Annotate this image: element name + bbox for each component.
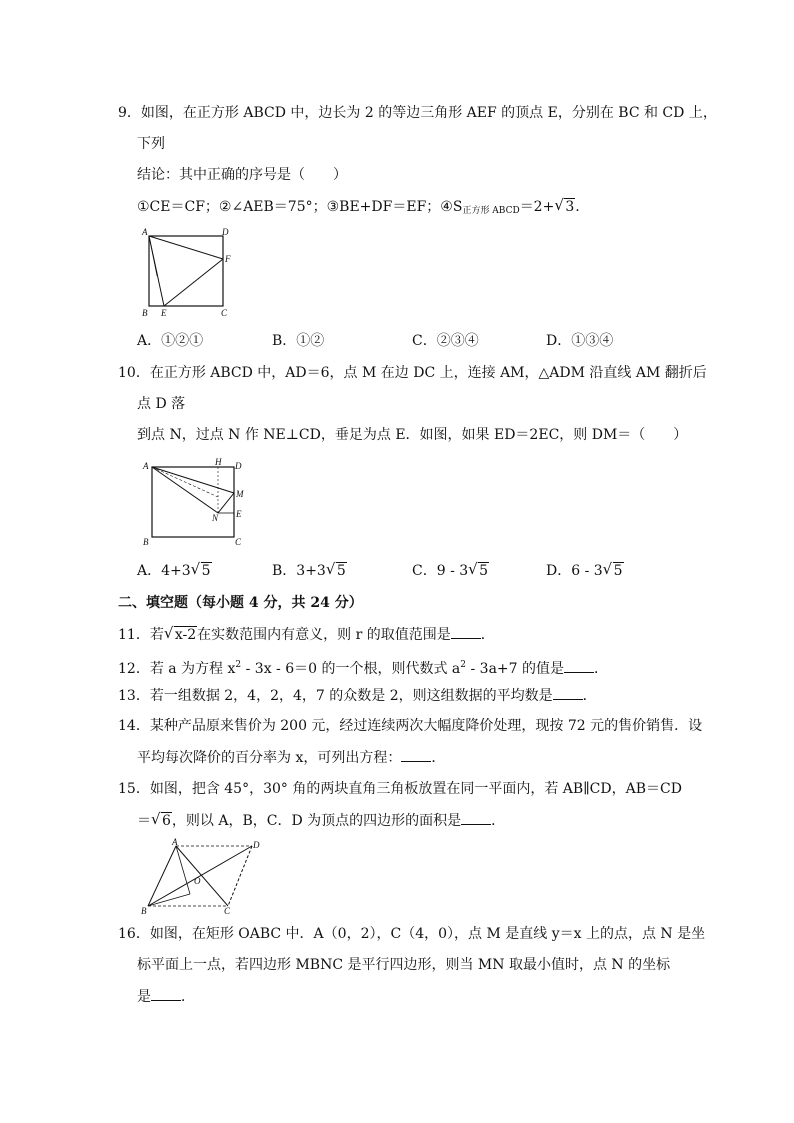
q10-option-b-sqrt: √ 5 [325, 560, 346, 579]
q9-conclusion-eq: ＝2+ [519, 199, 555, 215]
q9-option-a[interactable]: A．①②① [137, 333, 204, 349]
q9-option-b[interactable]: B．①② [272, 333, 325, 349]
q10-label-M: M [236, 489, 244, 499]
q16-line1: 16．如图，在矩形 OABC 中．A（0，2），C（4，0），点 M 是直线 y＝x 上的点，点 N 是坐 [118, 926, 706, 942]
q15-figure [138, 838, 268, 916]
q12-mid: - 3x - 6＝0 的一个根，则代数式 a [241, 661, 461, 677]
q16-line3-text: 是 [137, 989, 151, 1005]
q10-label-H: H [215, 457, 222, 467]
q9-figure [138, 226, 238, 318]
q14-answer-blank[interactable] [401, 747, 431, 762]
q12-sup2: 2 [460, 660, 467, 670]
q10-label-A: A [143, 461, 149, 471]
q12-post: - 3a+7 的值是 [466, 661, 565, 677]
q16-end: ． [181, 989, 195, 1005]
q16-line2: 标平面上一点，若四边形 MBNC 是平行四边形，则当 MN 取最小值时，点 N 的坐标 [137, 957, 671, 973]
q12-sup1: 2 [235, 660, 242, 670]
q10-label-N: N [212, 513, 219, 523]
q10-option-c[interactable] [412, 561, 489, 581]
q10-option-a-text: A．4+3 [137, 563, 191, 579]
q15-line2 [137, 810, 505, 831]
q10-option-b-text: B．3+3 [272, 563, 326, 579]
q9-option-c[interactable]: C．②③④ [412, 333, 479, 349]
q10-option-b[interactable] [272, 561, 347, 581]
q14-line2 [137, 747, 445, 768]
q9-conclusions: ①CE＝CF；②∠AEB＝75°；③BE+DF＝EF；④S [137, 199, 463, 215]
q10-option-a-sqrt: √ 5 [190, 560, 211, 579]
q15-label-O: O [194, 876, 201, 886]
q9-line4 [137, 197, 580, 221]
q9-line2: 下列 [137, 136, 165, 152]
q16-answer-blank[interactable] [151, 986, 181, 1001]
q10-line3: 到点 N，过点 N 作 NE⊥CD，垂足为点 E．如图，如果 ED＝2EC，则 DM＝（ ） [137, 427, 688, 443]
q14-line1: 14．某种产品原来售价为 200 元，经过连续两次大幅度降价处理，现按 72 元的售价销售．设 [118, 718, 703, 734]
q9-option-d[interactable]: D．①③④ [546, 333, 614, 349]
q9-line3: 结论：其中正确的序号是（ ） [137, 167, 347, 183]
q15-label-C: C [224, 906, 231, 916]
q14-end: ． [431, 750, 446, 766]
q16-line3 [137, 986, 195, 1007]
q10-line1: 10．在正方形 ABCD 中，AD＝6，点 M 在边 DC 上，连接 AM，△ADM 沿直线 AM 翻折后 [118, 365, 707, 381]
section-heading: 二、填空题（每小题 4 分，共 24 分） [118, 595, 363, 611]
q10-option-a[interactable] [137, 561, 212, 581]
q9-label-C: C [221, 308, 228, 318]
q11-pre: 11．若 [118, 627, 164, 643]
q10-figure [140, 455, 250, 547]
q12-pre: 12．若 a 为方程 x [118, 661, 236, 677]
q9-subscript: 正方形 ABCD [462, 206, 520, 216]
q10-label-D: D [235, 461, 242, 471]
q15-eq: ＝ [137, 813, 151, 829]
q9-period: . [575, 199, 580, 215]
q9-label-B: B [142, 308, 148, 318]
q15-label-B: B [141, 906, 147, 916]
q12-end: ． [594, 661, 609, 677]
q13-end: ． [582, 688, 597, 704]
q10-option-c-sqrt: √ 5 [468, 560, 489, 579]
q10-label-E: E [236, 509, 242, 519]
q9-label-A: A [142, 227, 148, 237]
q14-line2-text: 平均每次降价的百分率为 x，可列出方程： [137, 750, 402, 766]
q12-answer-blank[interactable] [564, 658, 594, 673]
q10-option-d[interactable] [546, 561, 624, 581]
q15-end: ． [491, 813, 506, 829]
q15-sqrt: √ 6 [151, 810, 171, 829]
q9-label-F: F [225, 254, 231, 264]
q15-answer-blank[interactable] [461, 810, 491, 825]
q10-label-C: C [235, 537, 242, 547]
q9-line1: 9．如图，在正方形 ABCD 中，边长为 2 的等边三角形 AEF 的顶点 E，分别在 BC 和 CD 上， [118, 105, 717, 121]
q15-line1: 15．如图，把含 45°，30° 角的两块直角三角板放置在同一平面内，若 AB∥CD，AB＝CD [118, 781, 682, 797]
q10-label-B: B [143, 537, 149, 547]
q9-label-D: D [222, 227, 229, 237]
q11-line [118, 624, 495, 645]
q13-text: 13．若一组数据 2，4，2，4，7 的众数是 2，则这组数据的平均数是 [118, 688, 553, 704]
q11-answer-blank[interactable] [451, 624, 481, 639]
q15-post: ，则以 A，B，C．D 为顶点的四边形的面积是 [171, 813, 462, 829]
q11-post: 在实数范围内有意义，则 r 的取值范围是 [197, 627, 451, 643]
q10-option-d-text: D．6 - 3 [546, 563, 603, 579]
q10-line2: 点 D 落 [137, 396, 186, 412]
q13-answer-blank[interactable] [553, 685, 583, 700]
q11-sqrt: √ x-2 [163, 624, 197, 643]
q13-line [118, 685, 597, 706]
q9-label-E: E [161, 308, 167, 318]
q10-option-c-text: C．9 - 3 [412, 563, 469, 579]
q15-label-D: D [253, 840, 260, 850]
q12-line [118, 655, 608, 679]
q11-end: ． [480, 627, 495, 643]
q15-label-A: A [172, 838, 178, 847]
q9-sqrt: √ 3 [554, 196, 575, 215]
q10-option-d-sqrt: √ 5 [602, 560, 623, 579]
